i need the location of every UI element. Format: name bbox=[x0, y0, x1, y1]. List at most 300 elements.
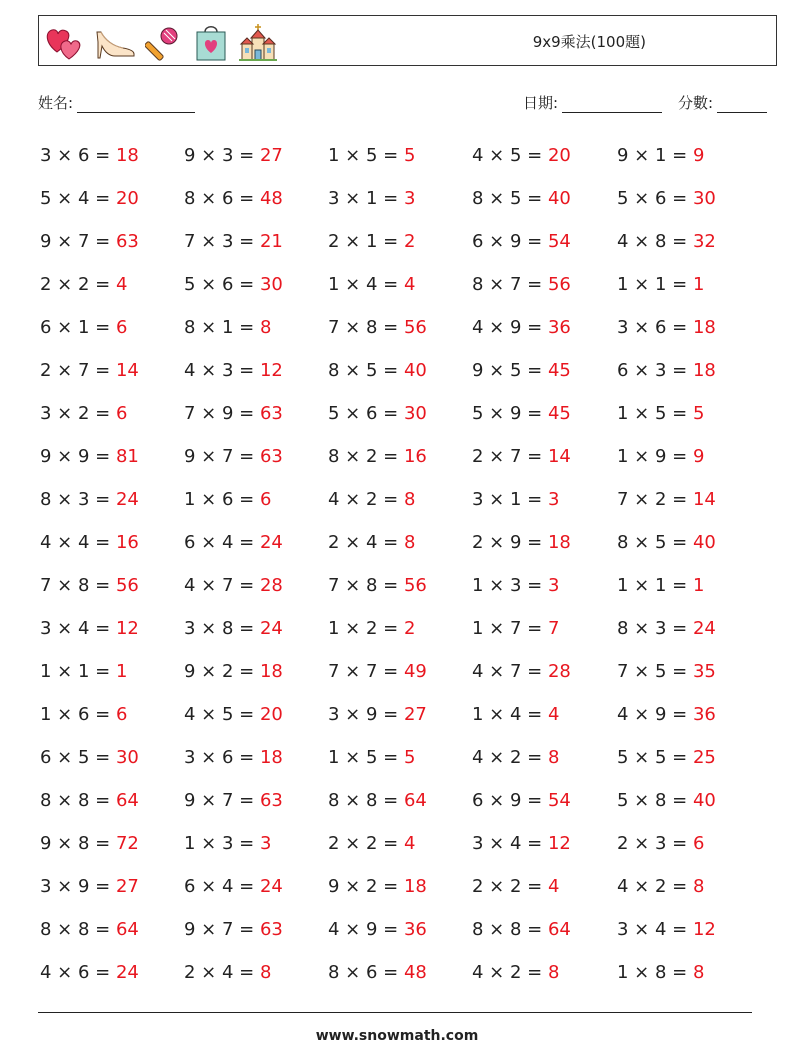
problem-answer: 3 bbox=[403, 188, 416, 209]
problem-cell bbox=[328, 822, 415, 865]
problem-question: 4 × 5 = bbox=[472, 145, 548, 166]
problem-answer: 30 bbox=[403, 403, 427, 424]
problem-question: 2 × 9 = bbox=[472, 532, 548, 553]
problem-question: 2 × 7 = bbox=[40, 360, 116, 381]
problem-answer: 28 bbox=[547, 661, 571, 682]
score-field bbox=[678, 92, 767, 113]
problem-question: 4 × 2 = bbox=[617, 876, 693, 897]
problem-question: 1 × 5 = bbox=[328, 747, 404, 768]
problem-question: 5 × 4 = bbox=[40, 188, 116, 209]
footer-site: www.snowmath.com bbox=[315, 1028, 479, 1044]
problem-answer: 2 bbox=[403, 618, 416, 639]
problem-cell bbox=[328, 263, 415, 306]
problem-question: 8 × 2 = bbox=[328, 446, 404, 467]
problem-row bbox=[40, 478, 760, 521]
problem-question: 8 × 6 = bbox=[184, 188, 260, 209]
problem-answer: 36 bbox=[403, 919, 427, 940]
problem-cell bbox=[617, 263, 704, 306]
problem-cell bbox=[617, 736, 716, 779]
problem-question: 9 × 9 = bbox=[40, 446, 116, 467]
problem-answer: 24 bbox=[259, 618, 283, 639]
problem-question: 9 × 5 = bbox=[472, 360, 548, 381]
problem-answer: 63 bbox=[259, 446, 283, 467]
problem-cell bbox=[328, 779, 427, 822]
problem-question: 8 × 5 = bbox=[472, 188, 548, 209]
problem-question: 1 × 6 = bbox=[40, 704, 116, 725]
problem-answer: 21 bbox=[259, 231, 283, 252]
problem-answer: 3 bbox=[547, 489, 560, 510]
problem-cell bbox=[328, 435, 427, 478]
problem-answer: 45 bbox=[547, 360, 571, 381]
problem-answer: 7 bbox=[547, 618, 560, 639]
problem-cell bbox=[328, 865, 427, 908]
problem-row bbox=[40, 650, 760, 693]
problem-question: 8 × 5 = bbox=[328, 360, 404, 381]
score-blank bbox=[717, 96, 767, 113]
problem-answer: 6 bbox=[115, 403, 128, 424]
problem-question: 5 × 6 = bbox=[184, 274, 260, 295]
problem-question: 1 × 3 = bbox=[184, 833, 260, 854]
problem-question: 9 × 8 = bbox=[40, 833, 116, 854]
problem-question: 8 × 3 = bbox=[40, 489, 116, 510]
problem-question: 3 × 4 = bbox=[472, 833, 548, 854]
problem-answer: 72 bbox=[115, 833, 139, 854]
problem-answer: 27 bbox=[259, 145, 283, 166]
problem-question: 1 × 1 = bbox=[40, 661, 116, 682]
problem-answer: 3 bbox=[547, 575, 560, 596]
problem-cell bbox=[40, 693, 127, 736]
problem-question: 3 × 2 = bbox=[40, 403, 116, 424]
problem-row bbox=[40, 306, 760, 349]
problem-answer: 20 bbox=[259, 704, 283, 725]
worksheet-title: 9x9乘法(100題) bbox=[532, 33, 646, 51]
problem-row bbox=[40, 865, 760, 908]
problem-answer: 12 bbox=[547, 833, 571, 854]
problem-answer: 5 bbox=[403, 145, 416, 166]
problem-question: 8 × 8 = bbox=[328, 790, 404, 811]
problem-row bbox=[40, 521, 760, 564]
problem-cell bbox=[328, 908, 427, 951]
problem-answer: 56 bbox=[115, 575, 139, 596]
problem-cell bbox=[184, 263, 283, 306]
problem-answer: 64 bbox=[115, 790, 139, 811]
problem-question: 7 × 9 = bbox=[184, 403, 260, 424]
problem-cell bbox=[617, 564, 704, 607]
problem-answer: 24 bbox=[259, 532, 283, 553]
problem-cell bbox=[184, 779, 283, 822]
problem-question: 7 × 2 = bbox=[617, 489, 693, 510]
problem-cell bbox=[328, 736, 415, 779]
problem-cell bbox=[617, 951, 704, 994]
problem-question: 3 × 6 = bbox=[184, 747, 260, 768]
problem-question: 7 × 3 = bbox=[184, 231, 260, 252]
problem-question: 6 × 3 = bbox=[617, 360, 693, 381]
problem-row bbox=[40, 779, 760, 822]
problem-cell bbox=[472, 263, 571, 306]
problem-answer: 45 bbox=[547, 403, 571, 424]
problem-question: 5 × 9 = bbox=[472, 403, 548, 424]
problem-answer: 27 bbox=[115, 876, 139, 897]
problem-cell bbox=[472, 349, 571, 392]
problem-cell bbox=[40, 779, 139, 822]
problem-cell bbox=[617, 134, 704, 177]
problem-question: 4 × 5 = bbox=[184, 704, 260, 725]
problem-answer: 56 bbox=[547, 274, 571, 295]
problem-cell bbox=[40, 607, 139, 650]
problem-question: 1 × 4 = bbox=[472, 704, 548, 725]
problem-question: 6 × 1 = bbox=[40, 317, 116, 338]
problem-question: 4 × 7 = bbox=[184, 575, 260, 596]
problem-question: 2 × 2 = bbox=[328, 833, 404, 854]
problem-cell bbox=[472, 865, 559, 908]
problem-answer: 63 bbox=[115, 231, 139, 252]
problem-answer: 54 bbox=[547, 231, 571, 252]
microphone-icon bbox=[145, 22, 185, 62]
problem-row bbox=[40, 822, 760, 865]
problem-question: 9 × 7 = bbox=[184, 446, 260, 467]
problem-question: 4 × 9 = bbox=[472, 317, 548, 338]
problem-row bbox=[40, 349, 760, 392]
problem-question: 3 × 4 = bbox=[40, 618, 116, 639]
problem-cell bbox=[328, 607, 415, 650]
problem-cell bbox=[40, 134, 139, 177]
problem-cell bbox=[617, 908, 716, 951]
problem-cell bbox=[184, 392, 283, 435]
problem-answer: 1 bbox=[115, 661, 128, 682]
problem-cell bbox=[472, 779, 571, 822]
problem-question: 6 × 5 = bbox=[40, 747, 116, 768]
problem-answer: 16 bbox=[115, 532, 139, 553]
problem-question: 9 × 2 = bbox=[328, 876, 404, 897]
problem-answer: 2 bbox=[403, 231, 416, 252]
name-label: 姓名: bbox=[38, 94, 74, 112]
problem-cell bbox=[328, 521, 415, 564]
problem-question: 7 × 5 = bbox=[617, 661, 693, 682]
problem-question: 3 × 6 = bbox=[617, 317, 693, 338]
date-label: 日期: bbox=[523, 94, 559, 112]
problem-question: 4 × 6 = bbox=[40, 962, 116, 983]
problem-question: 8 × 7 = bbox=[472, 274, 548, 295]
problem-question: 6 × 9 = bbox=[472, 231, 548, 252]
problem-answer: 27 bbox=[403, 704, 427, 725]
problem-answer: 4 bbox=[115, 274, 128, 295]
problem-cell bbox=[184, 349, 283, 392]
problem-cell bbox=[328, 478, 415, 521]
problem-cell bbox=[40, 177, 139, 220]
problem-answer: 16 bbox=[403, 446, 427, 467]
chapel-icon bbox=[237, 22, 279, 62]
shopping-bag-icon bbox=[193, 22, 229, 62]
problem-cell bbox=[184, 822, 271, 865]
problem-cell bbox=[184, 564, 283, 607]
problem-answer: 12 bbox=[115, 618, 139, 639]
problem-cell bbox=[472, 435, 571, 478]
problem-answer: 8 bbox=[547, 962, 560, 983]
problem-answer: 63 bbox=[259, 919, 283, 940]
problem-question: 9 × 1 = bbox=[617, 145, 693, 166]
problem-cell bbox=[472, 478, 559, 521]
problem-cell bbox=[40, 435, 139, 478]
problem-cell bbox=[40, 865, 139, 908]
problem-question: 1 × 1 = bbox=[617, 274, 693, 295]
problem-question: 4 × 2 = bbox=[472, 747, 548, 768]
problem-question: 1 × 1 = bbox=[617, 575, 693, 596]
problem-answer: 8 bbox=[403, 489, 416, 510]
problem-question: 4 × 2 = bbox=[472, 962, 548, 983]
problem-cell bbox=[184, 951, 271, 994]
problem-cell bbox=[617, 521, 716, 564]
hearts-icon bbox=[43, 22, 85, 62]
problem-cell bbox=[617, 693, 716, 736]
problem-answer: 8 bbox=[692, 876, 705, 897]
problem-cell bbox=[472, 134, 571, 177]
problem-question: 1 × 7 = bbox=[472, 618, 548, 639]
problem-answer: 6 bbox=[115, 704, 128, 725]
problem-row bbox=[40, 607, 760, 650]
problem-question: 4 × 7 = bbox=[472, 661, 548, 682]
problem-cell bbox=[184, 908, 283, 951]
problem-answer: 25 bbox=[692, 747, 716, 768]
problem-cell bbox=[472, 564, 559, 607]
problem-question: 1 × 8 = bbox=[617, 962, 693, 983]
problem-answer: 14 bbox=[115, 360, 139, 381]
problem-question: 6 × 4 = bbox=[184, 876, 260, 897]
problem-cell bbox=[328, 306, 427, 349]
problem-question: 3 × 9 = bbox=[40, 876, 116, 897]
problem-question: 1 × 5 = bbox=[328, 145, 404, 166]
problem-question: 7 × 7 = bbox=[328, 661, 404, 682]
problem-cell bbox=[40, 650, 127, 693]
problem-cell bbox=[472, 736, 559, 779]
problem-answer: 12 bbox=[692, 919, 716, 940]
problem-question: 9 × 2 = bbox=[184, 661, 260, 682]
problem-question: 6 × 4 = bbox=[184, 532, 260, 553]
problem-answer: 54 bbox=[547, 790, 571, 811]
problem-cell bbox=[617, 822, 704, 865]
problem-question: 8 × 1 = bbox=[184, 317, 260, 338]
problem-question: 4 × 8 = bbox=[617, 231, 693, 252]
problem-question: 2 × 1 = bbox=[328, 231, 404, 252]
problem-cell bbox=[617, 177, 716, 220]
problem-cell bbox=[328, 220, 415, 263]
problem-answer: 56 bbox=[403, 575, 427, 596]
problem-cell bbox=[40, 220, 139, 263]
problem-question: 1 × 9 = bbox=[617, 446, 693, 467]
problem-question: 8 × 3 = bbox=[617, 618, 693, 639]
problem-cell bbox=[40, 951, 139, 994]
problem-question: 2 × 4 = bbox=[328, 532, 404, 553]
problem-question: 8 × 6 = bbox=[328, 962, 404, 983]
high-heel-icon bbox=[93, 22, 137, 62]
problem-cell bbox=[328, 392, 427, 435]
problem-question: 4 × 9 = bbox=[617, 704, 693, 725]
problem-answer: 14 bbox=[547, 446, 571, 467]
problem-question: 2 × 2 = bbox=[40, 274, 116, 295]
problem-question: 4 × 3 = bbox=[184, 360, 260, 381]
problem-cell bbox=[184, 607, 283, 650]
problem-question: 1 × 2 = bbox=[328, 618, 404, 639]
problem-cell bbox=[472, 822, 571, 865]
problem-question: 2 × 3 = bbox=[617, 833, 693, 854]
problem-answer: 40 bbox=[403, 360, 427, 381]
problem-cell bbox=[472, 220, 571, 263]
problem-row bbox=[40, 693, 760, 736]
problem-question: 7 × 8 = bbox=[328, 317, 404, 338]
problem-cell bbox=[328, 650, 427, 693]
problem-answer: 18 bbox=[259, 747, 283, 768]
problem-answer: 8 bbox=[692, 962, 705, 983]
problem-answer: 8 bbox=[403, 532, 416, 553]
problem-row bbox=[40, 263, 760, 306]
problem-cell bbox=[328, 349, 427, 392]
problem-answer: 40 bbox=[692, 532, 716, 553]
problem-answer: 8 bbox=[259, 317, 272, 338]
problem-cell bbox=[617, 865, 704, 908]
date-blank bbox=[562, 96, 662, 113]
problem-answer: 8 bbox=[547, 747, 560, 768]
problem-answer: 6 bbox=[115, 317, 128, 338]
problem-question: 8 × 5 = bbox=[617, 532, 693, 553]
problem-question: 2 × 2 = bbox=[472, 876, 548, 897]
problem-answer: 14 bbox=[692, 489, 716, 510]
problem-question: 9 × 7 = bbox=[184, 790, 260, 811]
name-field bbox=[38, 92, 195, 113]
problem-answer: 56 bbox=[403, 317, 427, 338]
problem-answer: 28 bbox=[259, 575, 283, 596]
problem-row bbox=[40, 908, 760, 951]
problem-answer: 4 bbox=[547, 876, 560, 897]
name-blank bbox=[77, 96, 195, 113]
problem-answer: 9 bbox=[692, 145, 705, 166]
problem-answer: 5 bbox=[403, 747, 416, 768]
problem-cell bbox=[40, 736, 139, 779]
problem-cell bbox=[184, 177, 283, 220]
problem-question: 8 × 8 = bbox=[40, 790, 116, 811]
problem-cell bbox=[472, 306, 571, 349]
problem-question: 7 × 8 = bbox=[40, 575, 116, 596]
problem-answer: 12 bbox=[259, 360, 283, 381]
problem-cell bbox=[472, 521, 571, 564]
problem-cell bbox=[184, 134, 283, 177]
problem-cell bbox=[184, 435, 283, 478]
problem-cell bbox=[472, 908, 571, 951]
problem-question: 3 × 1 = bbox=[328, 188, 404, 209]
problem-question: 4 × 9 = bbox=[328, 919, 404, 940]
problem-cell bbox=[617, 306, 716, 349]
problem-answer: 9 bbox=[692, 446, 705, 467]
footer-divider bbox=[38, 1012, 752, 1013]
problem-question: 5 × 5 = bbox=[617, 747, 693, 768]
problem-cell bbox=[184, 220, 283, 263]
score-label: 分數: bbox=[678, 94, 714, 112]
problem-cell bbox=[472, 650, 571, 693]
problem-cell bbox=[40, 392, 127, 435]
problem-question: 8 × 8 = bbox=[40, 919, 116, 940]
problem-cell bbox=[40, 306, 127, 349]
problem-question: 2 × 7 = bbox=[472, 446, 548, 467]
problem-row bbox=[40, 134, 760, 177]
problem-question: 3 × 9 = bbox=[328, 704, 404, 725]
problem-answer: 18 bbox=[259, 661, 283, 682]
problem-answer: 18 bbox=[692, 360, 716, 381]
problem-answer: 48 bbox=[259, 188, 283, 209]
problem-cell bbox=[617, 349, 716, 392]
problem-question: 5 × 6 = bbox=[617, 188, 693, 209]
problem-question: 1 × 6 = bbox=[184, 489, 260, 510]
problem-cell bbox=[617, 435, 704, 478]
problem-cell bbox=[40, 908, 139, 951]
problem-answer: 40 bbox=[692, 790, 716, 811]
problem-cell bbox=[472, 693, 559, 736]
problem-answer: 18 bbox=[403, 876, 427, 897]
problem-cell bbox=[184, 693, 283, 736]
problem-question: 7 × 8 = bbox=[328, 575, 404, 596]
problem-answer: 36 bbox=[692, 704, 716, 725]
problem-question: 1 × 3 = bbox=[472, 575, 548, 596]
problem-cell bbox=[184, 650, 283, 693]
problem-row bbox=[40, 177, 760, 220]
problem-answer: 49 bbox=[403, 661, 427, 682]
problem-question: 6 × 9 = bbox=[472, 790, 548, 811]
problem-answer: 30 bbox=[692, 188, 716, 209]
problem-answer: 1 bbox=[692, 274, 705, 295]
problem-answer: 48 bbox=[403, 962, 427, 983]
problem-cell bbox=[617, 607, 716, 650]
problem-answer: 24 bbox=[692, 618, 716, 639]
problem-cell bbox=[184, 865, 283, 908]
problem-cell bbox=[184, 306, 271, 349]
problem-cell bbox=[40, 564, 139, 607]
problem-answer: 18 bbox=[692, 317, 716, 338]
problem-question: 3 × 4 = bbox=[617, 919, 693, 940]
problem-answer: 4 bbox=[547, 704, 560, 725]
problem-answer: 63 bbox=[259, 790, 283, 811]
problem-question: 9 × 3 = bbox=[184, 145, 260, 166]
problem-cell bbox=[40, 822, 139, 865]
problem-answer: 3 bbox=[259, 833, 272, 854]
date-field bbox=[523, 92, 662, 113]
problem-answer: 40 bbox=[547, 188, 571, 209]
problem-question: 1 × 4 = bbox=[328, 274, 404, 295]
problem-cell bbox=[328, 564, 427, 607]
problem-row bbox=[40, 951, 760, 994]
problem-answer: 24 bbox=[115, 962, 139, 983]
problem-cell bbox=[472, 607, 559, 650]
problem-cell bbox=[617, 392, 704, 435]
problem-cell bbox=[184, 478, 271, 521]
problem-question: 9 × 7 = bbox=[184, 919, 260, 940]
problem-answer: 20 bbox=[547, 145, 571, 166]
problem-cell bbox=[617, 478, 716, 521]
problem-question: 1 × 5 = bbox=[617, 403, 693, 424]
problem-answer: 4 bbox=[403, 833, 416, 854]
header-icons bbox=[43, 20, 279, 64]
problem-question: 3 × 8 = bbox=[184, 618, 260, 639]
problem-cell bbox=[184, 736, 283, 779]
problem-cell bbox=[617, 779, 716, 822]
problem-answer: 36 bbox=[547, 317, 571, 338]
problem-answer: 64 bbox=[115, 919, 139, 940]
problem-question: 2 × 4 = bbox=[184, 962, 260, 983]
problem-cell bbox=[328, 693, 427, 736]
problem-answer: 63 bbox=[259, 403, 283, 424]
problem-answer: 4 bbox=[403, 274, 416, 295]
problem-cell bbox=[328, 177, 415, 220]
problem-cell bbox=[40, 263, 127, 306]
problem-question: 4 × 4 = bbox=[40, 532, 116, 553]
problem-cell bbox=[617, 650, 716, 693]
problem-question: 4 × 2 = bbox=[328, 489, 404, 510]
